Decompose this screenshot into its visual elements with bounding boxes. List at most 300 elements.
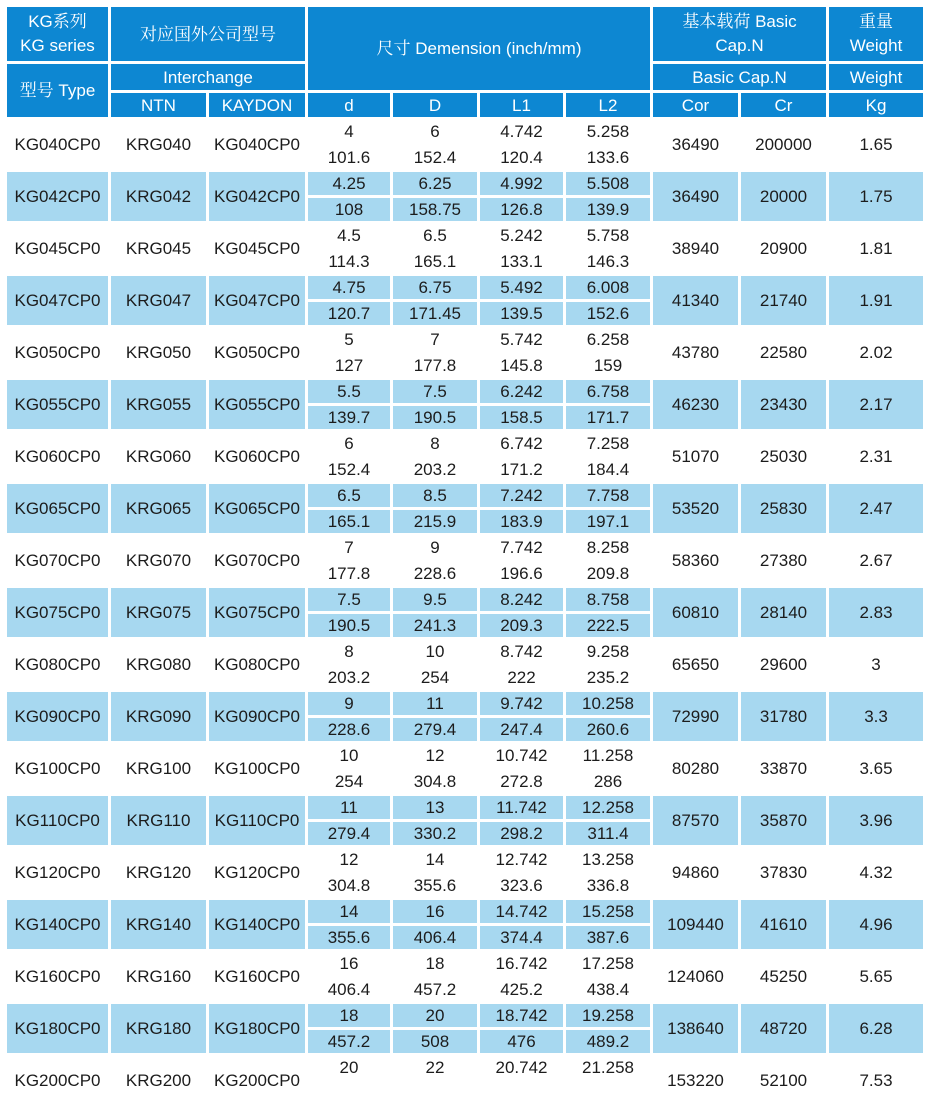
d-mm-cell: 101.6 bbox=[308, 146, 390, 169]
d-mm-cell: 254 bbox=[308, 770, 390, 793]
ntn-cell: KRG180 bbox=[111, 1004, 206, 1053]
L1-mm-cell: 247.4 bbox=[480, 718, 563, 741]
d-inch-cell: 16 bbox=[308, 952, 390, 975]
spec-row-inch bbox=[7, 692, 923, 715]
header-ntn: NTN bbox=[111, 93, 206, 117]
L2-inch-cell: 6.258 bbox=[566, 328, 650, 351]
D-inch-cell: 14 bbox=[393, 848, 477, 871]
D-inch-cell: 6.75 bbox=[393, 276, 477, 299]
header-kg-series-cn: KG系列 bbox=[28, 12, 87, 31]
L1-inch-cell: 14.742 bbox=[480, 900, 563, 923]
cr-cell: 33870 bbox=[741, 744, 826, 793]
spec-row-inch bbox=[7, 1004, 923, 1027]
ntn-cell: KRG045 bbox=[111, 224, 206, 273]
spec-row-inch bbox=[7, 276, 923, 299]
ntn-cell: KRG120 bbox=[111, 848, 206, 897]
cr-cell: 200000 bbox=[741, 120, 826, 169]
D-mm-cell: 457.2 bbox=[393, 978, 477, 1001]
ntn-cell: KRG075 bbox=[111, 588, 206, 637]
kaydon-cell: KG065CP0 bbox=[209, 484, 305, 533]
spec-row-inch bbox=[7, 744, 923, 767]
L1-inch-cell: 4.742 bbox=[480, 120, 563, 143]
d-inch-cell: 7.5 bbox=[308, 588, 390, 611]
cr-cell: 31780 bbox=[741, 692, 826, 741]
bearing-spec-table bbox=[4, 4, 926, 1108]
type-cell: KG140CP0 bbox=[7, 900, 108, 949]
L1-mm-cell: 158.5 bbox=[480, 406, 563, 429]
L1-mm-cell: 196.6 bbox=[480, 562, 563, 585]
D-mm-cell: 228.6 bbox=[393, 562, 477, 585]
header-row-3 bbox=[7, 93, 923, 117]
spec-row-inch bbox=[7, 900, 923, 923]
cr-cell: 22580 bbox=[741, 328, 826, 377]
d-mm-cell: 228.6 bbox=[308, 718, 390, 741]
D-mm-cell: 190.5 bbox=[393, 406, 477, 429]
kaydon-cell: KG055CP0 bbox=[209, 380, 305, 429]
d-mm-cell bbox=[308, 1082, 390, 1105]
kg-cell: 4.96 bbox=[829, 900, 923, 949]
L1-mm-cell: 183.9 bbox=[480, 510, 563, 533]
header-kaydon: KAYDON bbox=[209, 93, 305, 117]
L2-inch-cell: 5.508 bbox=[566, 172, 650, 195]
cor-cell: 38940 bbox=[653, 224, 738, 273]
kg-cell: 2.02 bbox=[829, 328, 923, 377]
D-inch-cell: 7 bbox=[393, 328, 477, 351]
spec-row-inch bbox=[7, 172, 923, 195]
cr-cell: 41610 bbox=[741, 900, 826, 949]
L1-mm-cell: 133.1 bbox=[480, 250, 563, 273]
cr-cell: 27380 bbox=[741, 536, 826, 585]
header-basic-cap-line1: 基本载荷 Basic bbox=[682, 12, 797, 31]
cr-cell: 29600 bbox=[741, 640, 826, 689]
L2-inch-cell: 12.258 bbox=[566, 796, 650, 819]
type-cell: KG110CP0 bbox=[7, 796, 108, 845]
cor-cell: 80280 bbox=[653, 744, 738, 793]
D-mm-cell: 304.8 bbox=[393, 770, 477, 793]
cr-cell: 25030 bbox=[741, 432, 826, 481]
header-weight bbox=[829, 7, 923, 61]
d-mm-cell: 177.8 bbox=[308, 562, 390, 585]
kaydon-cell: KG075CP0 bbox=[209, 588, 305, 637]
L1-mm-cell: 476 bbox=[480, 1030, 563, 1053]
d-inch-cell: 5 bbox=[308, 328, 390, 351]
header-weight-en: Weight bbox=[849, 36, 903, 55]
L2-mm-cell: 260.6 bbox=[566, 718, 650, 741]
cr-cell: 20900 bbox=[741, 224, 826, 273]
L2-mm-cell: 209.8 bbox=[566, 562, 650, 585]
kg-cell: 4.32 bbox=[829, 848, 923, 897]
kaydon-cell: KG040CP0 bbox=[209, 120, 305, 169]
header-d: d bbox=[308, 93, 390, 117]
kaydon-cell: KG047CP0 bbox=[209, 276, 305, 325]
ntn-cell: KRG090 bbox=[111, 692, 206, 741]
L2-inch-cell: 19.258 bbox=[566, 1004, 650, 1027]
d-mm-cell: 203.2 bbox=[308, 666, 390, 689]
D-mm-cell: 171.45 bbox=[393, 302, 477, 325]
table-header bbox=[7, 7, 923, 117]
type-cell: KG050CP0 bbox=[7, 328, 108, 377]
kaydon-cell: KG110CP0 bbox=[209, 796, 305, 845]
kg-cell: 3.3 bbox=[829, 692, 923, 741]
L1-mm-cell bbox=[480, 1082, 563, 1105]
kaydon-cell: KG140CP0 bbox=[209, 900, 305, 949]
header-row-1 bbox=[7, 7, 923, 61]
header-basic-cap bbox=[653, 7, 826, 61]
L1-inch-cell: 6.742 bbox=[480, 432, 563, 455]
type-cell: KG065CP0 bbox=[7, 484, 108, 533]
L1-mm-cell: 323.6 bbox=[480, 874, 563, 897]
kg-cell: 1.65 bbox=[829, 120, 923, 169]
header-L2: L2 bbox=[566, 93, 650, 117]
header-foreign-models: 对应国外公司型号 bbox=[111, 7, 305, 61]
L2-mm-cell: 336.8 bbox=[566, 874, 650, 897]
table-body bbox=[7, 120, 923, 1105]
L2-mm-cell: 146.3 bbox=[566, 250, 650, 273]
kg-cell: 7.53 bbox=[829, 1056, 923, 1105]
L1-mm-cell: 209.3 bbox=[480, 614, 563, 637]
header-kg-series bbox=[7, 7, 108, 61]
type-cell: KG080CP0 bbox=[7, 640, 108, 689]
D-inch-cell: 9.5 bbox=[393, 588, 477, 611]
d-inch-cell: 5.5 bbox=[308, 380, 390, 403]
ntn-cell: KRG140 bbox=[111, 900, 206, 949]
L1-mm-cell: 139.5 bbox=[480, 302, 563, 325]
L2-mm-cell bbox=[566, 1082, 650, 1105]
D-inch-cell: 8 bbox=[393, 432, 477, 455]
cr-cell: 23430 bbox=[741, 380, 826, 429]
header-D: D bbox=[393, 93, 477, 117]
L1-inch-cell: 7.742 bbox=[480, 536, 563, 559]
d-inch-cell: 4 bbox=[308, 120, 390, 143]
cor-cell: 46230 bbox=[653, 380, 738, 429]
cor-cell: 65650 bbox=[653, 640, 738, 689]
kaydon-cell: KG050CP0 bbox=[209, 328, 305, 377]
L1-inch-cell: 4.992 bbox=[480, 172, 563, 195]
L2-inch-cell: 6.008 bbox=[566, 276, 650, 299]
L1-inch-cell: 5.742 bbox=[480, 328, 563, 351]
ntn-cell: KRG050 bbox=[111, 328, 206, 377]
kg-cell: 6.28 bbox=[829, 1004, 923, 1053]
L2-mm-cell: 286 bbox=[566, 770, 650, 793]
header-kg-series-en: KG series bbox=[20, 36, 95, 55]
header-dimension: 尺寸 Demension (inch/mm) bbox=[308, 7, 650, 90]
type-cell: KG070CP0 bbox=[7, 536, 108, 585]
L1-inch-cell: 5.492 bbox=[480, 276, 563, 299]
d-mm-cell: 165.1 bbox=[308, 510, 390, 533]
header-kg-unit: Kg bbox=[829, 93, 923, 117]
d-mm-cell: 190.5 bbox=[308, 614, 390, 637]
D-mm-cell: 158.75 bbox=[393, 198, 477, 221]
type-cell: KG042CP0 bbox=[7, 172, 108, 221]
L2-inch-cell: 8.258 bbox=[566, 536, 650, 559]
d-mm-cell: 108 bbox=[308, 198, 390, 221]
D-inch-cell: 10 bbox=[393, 640, 477, 663]
L2-inch-cell: 5.258 bbox=[566, 120, 650, 143]
kg-cell: 5.65 bbox=[829, 952, 923, 1001]
L1-inch-cell: 18.742 bbox=[480, 1004, 563, 1027]
type-cell: KG045CP0 bbox=[7, 224, 108, 273]
type-cell: KG060CP0 bbox=[7, 432, 108, 481]
d-mm-cell: 457.2 bbox=[308, 1030, 390, 1053]
ntn-cell: KRG040 bbox=[111, 120, 206, 169]
cr-cell: 37830 bbox=[741, 848, 826, 897]
cor-cell: 153220 bbox=[653, 1056, 738, 1105]
kg-cell: 2.47 bbox=[829, 484, 923, 533]
kg-cell: 3 bbox=[829, 640, 923, 689]
type-cell: KG047CP0 bbox=[7, 276, 108, 325]
L1-inch-cell: 12.742 bbox=[480, 848, 563, 871]
d-inch-cell: 4.75 bbox=[308, 276, 390, 299]
d-inch-cell: 11 bbox=[308, 796, 390, 819]
spec-row-inch bbox=[7, 432, 923, 455]
spec-row-inch bbox=[7, 120, 923, 143]
cr-cell: 20000 bbox=[741, 172, 826, 221]
d-mm-cell: 127 bbox=[308, 354, 390, 377]
L1-mm-cell: 145.8 bbox=[480, 354, 563, 377]
ntn-cell: KRG055 bbox=[111, 380, 206, 429]
D-inch-cell: 6.25 bbox=[393, 172, 477, 195]
D-inch-cell: 13 bbox=[393, 796, 477, 819]
d-mm-cell: 139.7 bbox=[308, 406, 390, 429]
d-mm-cell: 406.4 bbox=[308, 978, 390, 1001]
d-mm-cell: 279.4 bbox=[308, 822, 390, 845]
L1-mm-cell: 171.2 bbox=[480, 458, 563, 481]
L1-mm-cell: 120.4 bbox=[480, 146, 563, 169]
ntn-cell: KRG100 bbox=[111, 744, 206, 793]
ntn-cell: KRG160 bbox=[111, 952, 206, 1001]
kaydon-cell: KG120CP0 bbox=[209, 848, 305, 897]
L2-inch-cell: 7.758 bbox=[566, 484, 650, 507]
d-inch-cell: 14 bbox=[308, 900, 390, 923]
kg-cell: 1.91 bbox=[829, 276, 923, 325]
cor-cell: 51070 bbox=[653, 432, 738, 481]
spec-row-inch bbox=[7, 1056, 923, 1079]
d-inch-cell: 7 bbox=[308, 536, 390, 559]
L2-mm-cell: 222.5 bbox=[566, 614, 650, 637]
header-cor: Cor bbox=[653, 93, 738, 117]
D-inch-cell: 20 bbox=[393, 1004, 477, 1027]
D-inch-cell: 7.5 bbox=[393, 380, 477, 403]
header-weight-cn: 重量 bbox=[859, 12, 894, 31]
kaydon-cell: KG070CP0 bbox=[209, 536, 305, 585]
kg-cell: 1.75 bbox=[829, 172, 923, 221]
ntn-cell: KRG065 bbox=[111, 484, 206, 533]
kaydon-cell: KG060CP0 bbox=[209, 432, 305, 481]
d-inch-cell: 4.25 bbox=[308, 172, 390, 195]
L1-inch-cell: 16.742 bbox=[480, 952, 563, 975]
L1-mm-cell: 272.8 bbox=[480, 770, 563, 793]
d-mm-cell: 120.7 bbox=[308, 302, 390, 325]
d-inch-cell: 12 bbox=[308, 848, 390, 871]
D-mm-cell: 203.2 bbox=[393, 458, 477, 481]
L2-mm-cell: 139.9 bbox=[566, 198, 650, 221]
ntn-cell: KRG200 bbox=[111, 1056, 206, 1105]
type-cell: KG100CP0 bbox=[7, 744, 108, 793]
spec-row-inch bbox=[7, 640, 923, 663]
header-weight-row2: Weight bbox=[829, 64, 923, 90]
type-cell: KG075CP0 bbox=[7, 588, 108, 637]
cor-cell: 36490 bbox=[653, 120, 738, 169]
L2-inch-cell: 17.258 bbox=[566, 952, 650, 975]
L2-mm-cell: 387.6 bbox=[566, 926, 650, 949]
L1-mm-cell: 425.2 bbox=[480, 978, 563, 1001]
type-cell: KG180CP0 bbox=[7, 1004, 108, 1053]
cor-cell: 138640 bbox=[653, 1004, 738, 1053]
L1-inch-cell: 6.242 bbox=[480, 380, 563, 403]
L2-inch-cell: 10.258 bbox=[566, 692, 650, 715]
type-cell: KG120CP0 bbox=[7, 848, 108, 897]
header-L1: L1 bbox=[480, 93, 563, 117]
spec-row-inch bbox=[7, 484, 923, 507]
D-mm-cell: 152.4 bbox=[393, 146, 477, 169]
L2-inch-cell: 6.758 bbox=[566, 380, 650, 403]
cr-cell: 28140 bbox=[741, 588, 826, 637]
D-inch-cell: 8.5 bbox=[393, 484, 477, 507]
d-mm-cell: 304.8 bbox=[308, 874, 390, 897]
cor-cell: 53520 bbox=[653, 484, 738, 533]
kaydon-cell: KG080CP0 bbox=[209, 640, 305, 689]
L2-inch-cell: 9.258 bbox=[566, 640, 650, 663]
cr-cell: 35870 bbox=[741, 796, 826, 845]
kaydon-cell: KG200CP0 bbox=[209, 1056, 305, 1105]
D-inch-cell: 12 bbox=[393, 744, 477, 767]
D-inch-cell: 11 bbox=[393, 692, 477, 715]
type-cell: KG200CP0 bbox=[7, 1056, 108, 1105]
L2-mm-cell: 311.4 bbox=[566, 822, 650, 845]
spec-row-inch bbox=[7, 588, 923, 611]
L1-inch-cell: 7.242 bbox=[480, 484, 563, 507]
D-mm-cell: 355.6 bbox=[393, 874, 477, 897]
L1-inch-cell: 5.242 bbox=[480, 224, 563, 247]
cor-cell: 87570 bbox=[653, 796, 738, 845]
d-inch-cell: 6.5 bbox=[308, 484, 390, 507]
D-inch-cell: 22 bbox=[393, 1056, 477, 1079]
D-inch-cell: 9 bbox=[393, 536, 477, 559]
cr-cell: 52100 bbox=[741, 1056, 826, 1105]
L1-inch-cell: 20.742 bbox=[480, 1056, 563, 1079]
type-cell: KG160CP0 bbox=[7, 952, 108, 1001]
L2-mm-cell: 159 bbox=[566, 354, 650, 377]
L2-mm-cell: 197.1 bbox=[566, 510, 650, 533]
L2-inch-cell: 5.758 bbox=[566, 224, 650, 247]
L2-mm-cell: 184.4 bbox=[566, 458, 650, 481]
ntn-cell: KRG047 bbox=[111, 276, 206, 325]
D-inch-cell: 6.5 bbox=[393, 224, 477, 247]
D-mm-cell: 330.2 bbox=[393, 822, 477, 845]
L2-mm-cell: 133.6 bbox=[566, 146, 650, 169]
cor-cell: 58360 bbox=[653, 536, 738, 585]
L1-inch-cell: 11.742 bbox=[480, 796, 563, 819]
kaydon-cell: KG090CP0 bbox=[209, 692, 305, 741]
D-mm-cell: 215.9 bbox=[393, 510, 477, 533]
cor-cell: 94860 bbox=[653, 848, 738, 897]
cor-cell: 41340 bbox=[653, 276, 738, 325]
L1-inch-cell: 9.742 bbox=[480, 692, 563, 715]
header-basic-cap-en: Basic Cap.N bbox=[653, 64, 826, 90]
type-cell: KG040CP0 bbox=[7, 120, 108, 169]
spec-row-inch bbox=[7, 536, 923, 559]
header-interchange: Interchange bbox=[111, 64, 305, 90]
kg-cell: 3.65 bbox=[829, 744, 923, 793]
ntn-cell: KRG080 bbox=[111, 640, 206, 689]
cr-cell: 21740 bbox=[741, 276, 826, 325]
L2-inch-cell: 15.258 bbox=[566, 900, 650, 923]
d-inch-cell: 4.5 bbox=[308, 224, 390, 247]
kaydon-cell: KG042CP0 bbox=[209, 172, 305, 221]
L1-inch-cell: 8.242 bbox=[480, 588, 563, 611]
d-inch-cell: 9 bbox=[308, 692, 390, 715]
cor-cell: 109440 bbox=[653, 900, 738, 949]
L1-inch-cell: 8.742 bbox=[480, 640, 563, 663]
spec-row-inch bbox=[7, 952, 923, 975]
kg-cell: 2.83 bbox=[829, 588, 923, 637]
D-mm-cell bbox=[393, 1082, 477, 1105]
L2-inch-cell: 8.758 bbox=[566, 588, 650, 611]
d-inch-cell: 10 bbox=[308, 744, 390, 767]
d-mm-cell: 152.4 bbox=[308, 458, 390, 481]
cor-cell: 72990 bbox=[653, 692, 738, 741]
L2-inch-cell: 13.258 bbox=[566, 848, 650, 871]
cor-cell: 36490 bbox=[653, 172, 738, 221]
L2-mm-cell: 171.7 bbox=[566, 406, 650, 429]
L2-inch-cell: 11.258 bbox=[566, 744, 650, 767]
L2-mm-cell: 152.6 bbox=[566, 302, 650, 325]
spec-row-inch bbox=[7, 796, 923, 819]
ntn-cell: KRG110 bbox=[111, 796, 206, 845]
d-inch-cell: 20 bbox=[308, 1056, 390, 1079]
kaydon-cell: KG100CP0 bbox=[209, 744, 305, 793]
D-mm-cell: 241.3 bbox=[393, 614, 477, 637]
kaydon-cell: KG180CP0 bbox=[209, 1004, 305, 1053]
cor-cell: 124060 bbox=[653, 952, 738, 1001]
D-mm-cell: 254 bbox=[393, 666, 477, 689]
L1-inch-cell: 10.742 bbox=[480, 744, 563, 767]
type-cell: KG055CP0 bbox=[7, 380, 108, 429]
d-mm-cell: 355.6 bbox=[308, 926, 390, 949]
L2-mm-cell: 489.2 bbox=[566, 1030, 650, 1053]
header-type: 型号 Type bbox=[7, 64, 108, 117]
cor-cell: 43780 bbox=[653, 328, 738, 377]
type-cell: KG090CP0 bbox=[7, 692, 108, 741]
ntn-cell: KRG070 bbox=[111, 536, 206, 585]
L2-mm-cell: 438.4 bbox=[566, 978, 650, 1001]
L1-mm-cell: 126.8 bbox=[480, 198, 563, 221]
ntn-cell: KRG042 bbox=[111, 172, 206, 221]
D-mm-cell: 177.8 bbox=[393, 354, 477, 377]
kaydon-cell: KG045CP0 bbox=[209, 224, 305, 273]
L1-mm-cell: 374.4 bbox=[480, 926, 563, 949]
L2-inch-cell: 7.258 bbox=[566, 432, 650, 455]
header-cr: Cr bbox=[741, 93, 826, 117]
d-inch-cell: 6 bbox=[308, 432, 390, 455]
kg-cell: 1.81 bbox=[829, 224, 923, 273]
kg-cell: 3.96 bbox=[829, 796, 923, 845]
ntn-cell: KRG060 bbox=[111, 432, 206, 481]
d-inch-cell: 8 bbox=[308, 640, 390, 663]
L1-mm-cell: 222 bbox=[480, 666, 563, 689]
spec-row-inch bbox=[7, 848, 923, 871]
D-inch-cell: 18 bbox=[393, 952, 477, 975]
header-basic-cap-line2: Cap.N bbox=[715, 36, 764, 55]
kg-cell: 2.31 bbox=[829, 432, 923, 481]
d-mm-cell: 114.3 bbox=[308, 250, 390, 273]
L2-inch-cell: 21.258 bbox=[566, 1056, 650, 1079]
d-inch-cell: 18 bbox=[308, 1004, 390, 1027]
L1-mm-cell: 298.2 bbox=[480, 822, 563, 845]
cr-cell: 25830 bbox=[741, 484, 826, 533]
D-inch-cell: 16 bbox=[393, 900, 477, 923]
cr-cell: 48720 bbox=[741, 1004, 826, 1053]
